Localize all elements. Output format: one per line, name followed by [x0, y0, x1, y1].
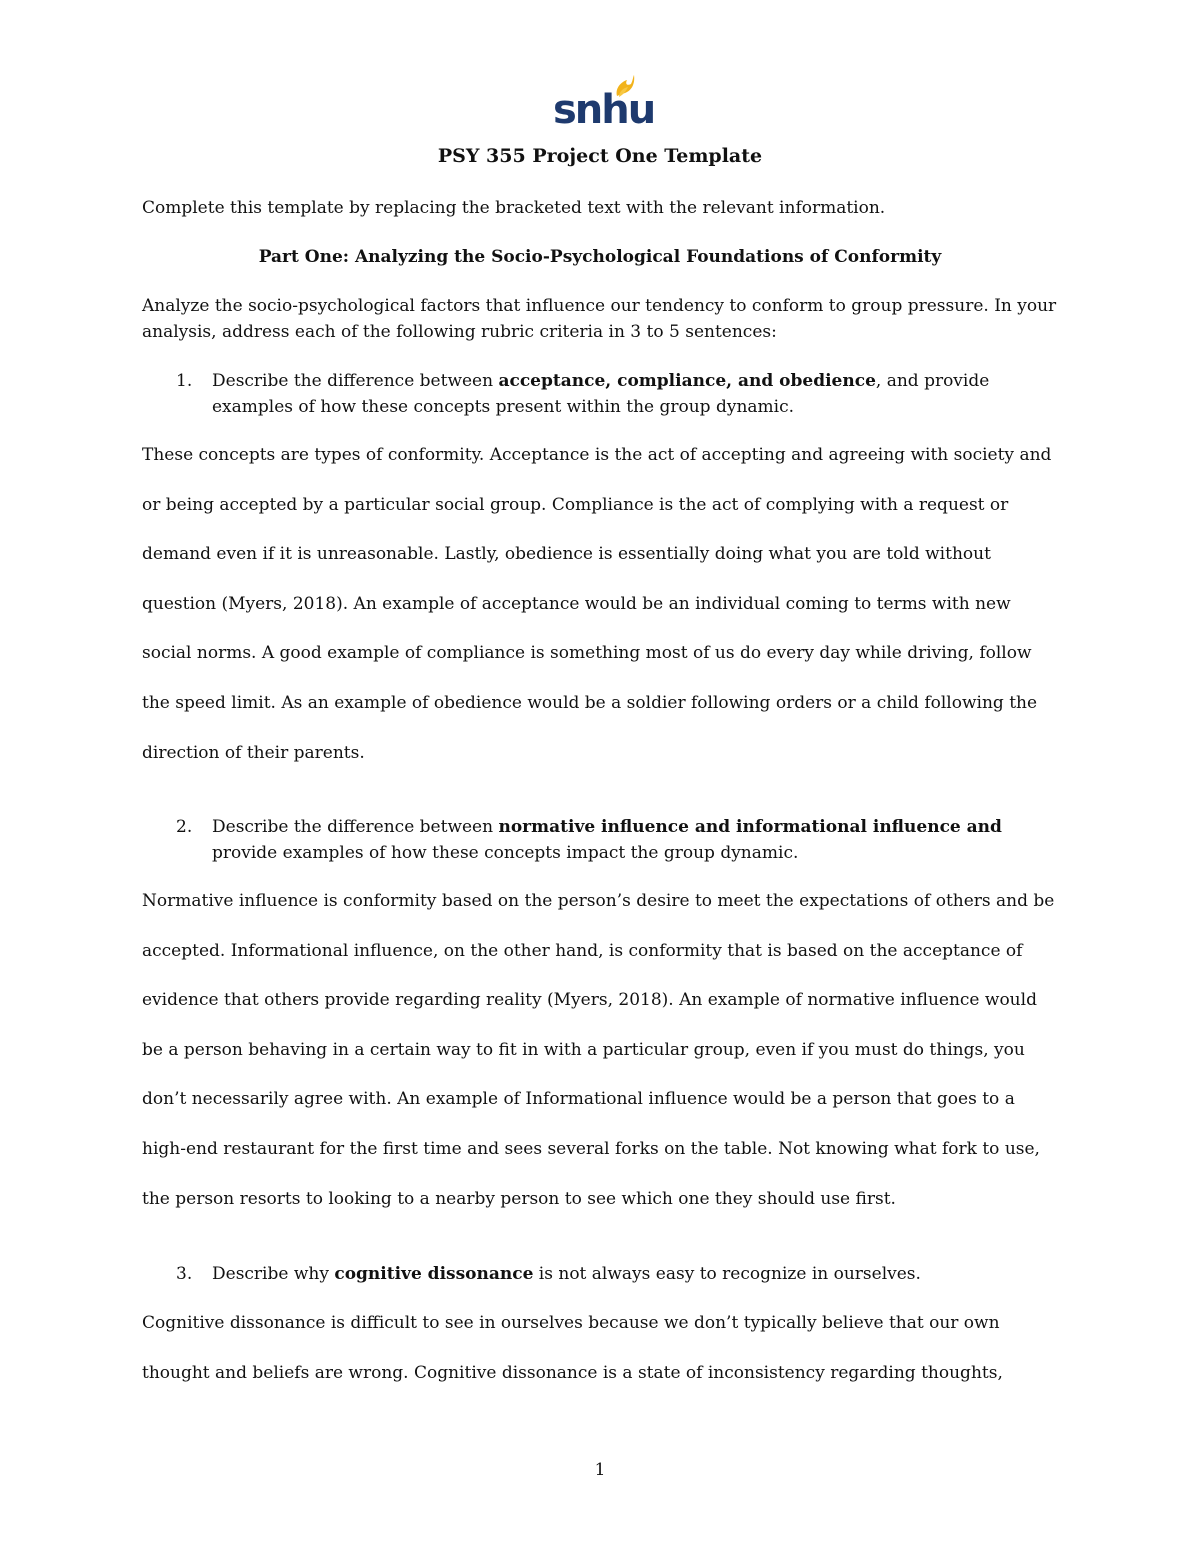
part-one-instructions: Analyze the socio-psychological factors that influence our tendency to conform to group pressure. In your analysis, address each of the following rubric criteria in 3 to 5 sentences:	[142, 296, 1057, 342]
question-key-terms: cognitive dissonance	[334, 1264, 534, 1284]
question-text: Describe the difference between normative influence and informational influence and provide examples of how these concepts impact the group dynamic.	[212, 817, 1002, 863]
question-text: Describe why cognitive dissonance is not always easy to recognize in ourselves.	[212, 1264, 921, 1284]
question-number: 1.	[176, 371, 193, 391]
question-number: 3.	[176, 1264, 193, 1284]
page-title: PSY 355 Project One Template	[437, 145, 763, 167]
answer-3: Cognitive dissonance is difficult to see in ourselves because we don’t typically believe that our own thought and beliefs are wrong. Cognitive dissonance is a state of inconsistency regarding thoughts,	[142, 1313, 1003, 1383]
question-2	[142, 814, 1058, 866]
logo-wordmark: snhu	[553, 87, 655, 133]
snhu-logo	[553, 74, 655, 134]
question-key-terms: normative influence and informational influence and	[498, 817, 1002, 837]
question-1	[142, 368, 1058, 420]
question-3	[142, 1261, 1058, 1287]
answer-2: Normative influence is conformity based on the person’s desire to meet the expectations of others and be accepted. Informational influence, on the other hand, is conformity that is based on the acceptance of evidence that others provide regarding reality (Myers, 2018). An example of normative influence would be a person behaving in a certain way to fit in with a particular group, even if you must do things, you don’t necessarily agree with. An example of Informational influence would be a person that goes to a high-end restaurant for the first time and sees several forks on the table. Not knowing what fork to use, the person resorts to looking to a nearby person to see which one they should use first.	[142, 891, 1055, 1209]
question-number: 2.	[176, 817, 193, 837]
part-one-heading: Part One: Analyzing the Socio-Psychological Foundations of Conformity	[258, 247, 942, 267]
page-number: 1	[594, 1460, 606, 1480]
intro-text: Complete this template by replacing the bracketed text with the relevant information.	[142, 198, 886, 218]
question-text: Describe the difference between acceptance, compliance, and obedience, and provide examples of how these concepts present within the group dynamic.	[212, 371, 990, 417]
document-body	[142, 143, 1058, 1383]
answer-1: These concepts are types of conformity. Acceptance is the act of accepting and agreeing with society and or being accepted by a particular social group. Compliance is the act of complying with a request or demand even if it is unreasonable. Lastly, obedience is essentially doing what you are told without question (Myers, 2018). An example of acceptance would be an individual coming to terms with new social norms. A good example of compliance is something most of us do every day while driving, follow the speed limit. As an example of obedience would be a soldier following orders or a child following the direction of their parents.	[142, 445, 1052, 763]
question-key-terms: acceptance, compliance, and obedience	[498, 371, 876, 391]
